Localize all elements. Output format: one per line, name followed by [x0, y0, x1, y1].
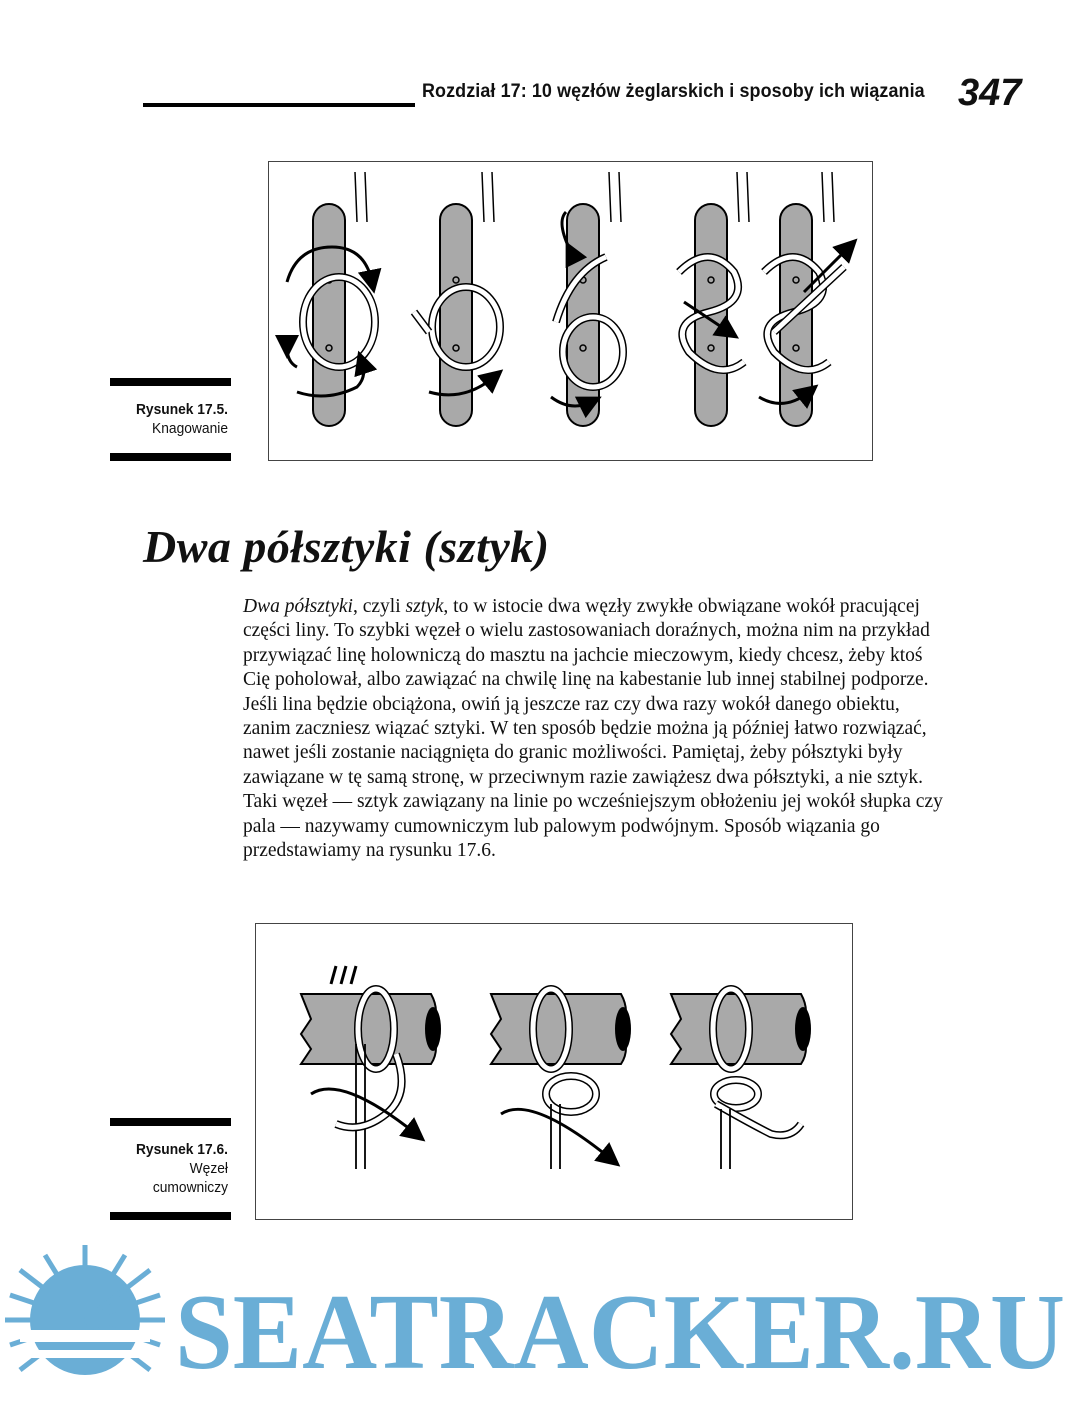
- sun-logo-icon: [5, 1245, 165, 1375]
- figure-caption-17-6: [119, 1140, 228, 1197]
- cleat-step-1: [287, 172, 375, 426]
- cleat-step-5: [759, 172, 849, 426]
- section-heading: Dwa półsztyki (sztyk): [143, 521, 550, 572]
- figure-round-turn-hitch: [255, 923, 853, 1220]
- body-paragraph: Dwa półsztyki, czyli sztyk, to w istocie dwa węzły zwykłe obwiązane wokół pracującej części liny. To szybki węzeł o wielu zastosowaniach doraźnych, można nim na przykład przywiązać linę holowniczą do masztu na jachcie mieczowym, kiedy chcesz, żeby ktoś Cię poholował, albo zawiązać na chwilę linę na kabestanie lub innej stabilnej podporze. Jeśli lina będzie obciążona, owiń ją jeszcze raz czy dwa razy wokół danego obiektu, zanim zaczniesz wiązać sztyki. W ten sposób będzie można ją później łatwo rozwiązać, nawet jeśli zostanie naciągnięta do granic możliwości. Pamiętaj, żeby półsztyki były zawiązane w tę samą stronę, w przeciwnym razie zawiążesz dwa półsztyki, a nie sztyk. Taki węzeł — sztyk zawiązany na linie po wcześniejszym obłożeniu jej wokół słupka czy pala — nazywamy cumowniczym lub palowym podwójnym. Sposób wiązania go przedstawiamy na rysunku 17.6.: [243, 596, 943, 862]
- round-turn-hitch-illustration: [256, 924, 852, 1219]
- page-number: 347: [958, 72, 1022, 114]
- cleat-step-3: [551, 172, 623, 426]
- caption-rule-bottom-2: [110, 1212, 231, 1220]
- figure-title-line1: Węzeł: [189, 1160, 228, 1177]
- chapter-title: Rozdział 17: 10 węzłów żeglarskich i sposoby ich wiązania: [422, 80, 925, 102]
- figure-title-line2: cumowniczy: [152, 1179, 228, 1196]
- post-step-2: [491, 989, 631, 1169]
- caption-rule-top-2: [110, 1118, 231, 1126]
- term-sztyk: sztyk: [405, 596, 444, 617]
- post-step-1: [301, 966, 441, 1169]
- watermark-text: SEATRACKER.RU: [175, 1273, 1065, 1392]
- cleat-step-2: [414, 172, 500, 426]
- post-step-3: [671, 989, 811, 1169]
- cleat-step-4: [679, 172, 749, 426]
- figure-number: Rysunek 17.5.: [135, 401, 228, 418]
- figure-caption-17-5: [119, 400, 228, 438]
- cleat-hitch-illustration: [269, 162, 872, 460]
- term-dwa-polsztyki: Dwa półsztyki: [243, 596, 353, 617]
- caption-rule-top: [110, 378, 231, 386]
- caption-rule-bottom: [110, 453, 231, 461]
- figure-title: Knagowanie: [152, 420, 228, 437]
- figure-cleat-hitch: [268, 161, 873, 461]
- figure-number-2: Rysunek 17.6.: [135, 1141, 228, 1158]
- watermark: [0, 1240, 1080, 1407]
- header-rule: [143, 103, 415, 107]
